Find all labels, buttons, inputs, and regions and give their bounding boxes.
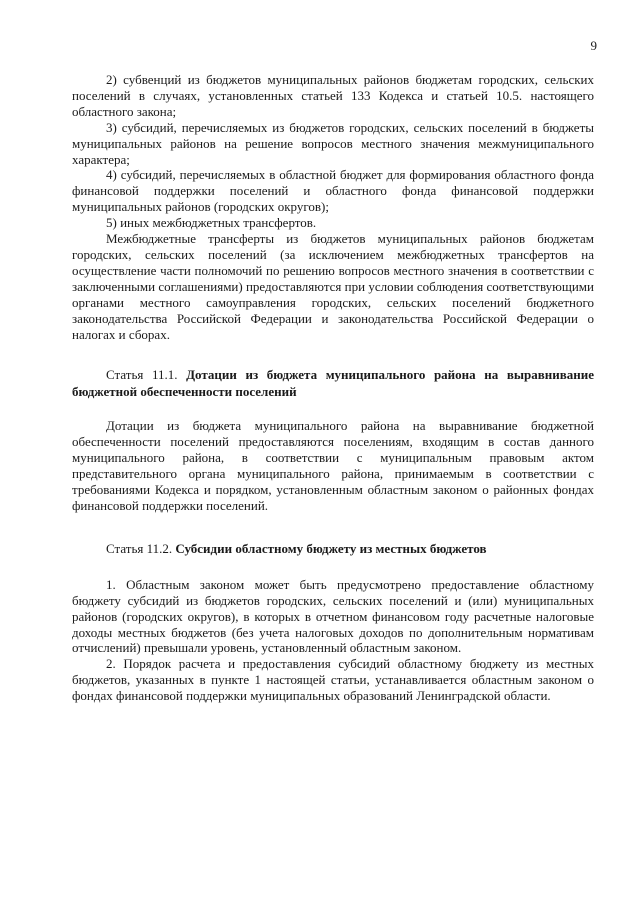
list-item-subventions: 2) субвенций из бюджетов муниципальных районов бюджетам городских, сельских поселений в случаях, установленных статьей 133 Кодекса и статьей 10.5. настоящего областного закона; [72, 72, 594, 119]
article-label: Статья 11.2. [106, 540, 173, 556]
article-label: Статья 11.1. [106, 367, 178, 383]
article-heading-11-1 [72, 366, 594, 400]
paragraph-transfers-conditions: Межбюджетные трансферты из бюджетов муниципальных районов бюджетам городских, сельских поселений (за исключением межбюджетных трансфертов на осуществление части полномочий по решению вопросов местного значения в соответствии с заключенными соглашениями) предоставляются при условии соблюдения соответствующими органами местного самоуправления городских, сельских поселений бюджетного законодательства Российской Федерации и законодательства Российской Федерации о налогах и сборах. [72, 231, 594, 342]
page-number: 9 [590, 38, 597, 53]
list-item-subsidies-municipal: 3) субсидий, перечисляемых из бюджетов городских, сельских поселений в бюджеты муниципальных районов на решение вопросов местного значения межмуниципального характера; [72, 119, 594, 167]
document-body [72, 72, 594, 704]
list-item-subsidies-regional: 4) субсидий, перечисляемых в областной бюджет для формирования областного фонда финансовой поддержки поселений и областного фонда финансовой поддержки муниципальных районов (городских округов); [72, 167, 594, 215]
article-heading-11-2 [72, 540, 594, 557]
article-11-2-item-1: 1. Областным законом может быть предусмотрено предоставление областному бюджету субсидий из бюджетов городских, сельских поселений и (или) муниципальных районов (городских округов), в которых в отчетном финансовом году расчетные налоговые доходы местных бюджетов (без учета налоговых доходов по дополнительным нормативам отчислений) превышали уровень, установленный областным законом. [72, 576, 594, 656]
article-title: Субсидии областному бюджету из местных бюджетов [175, 540, 487, 556]
article-title: Дотации из бюджета муниципального района на выравнивание бюджетной обеспеченности поселений [72, 367, 594, 400]
list-item-other-transfers: 5) иных межбюджетных трансфертов. [106, 215, 317, 231]
article-11-2-item-2: 2. Порядок расчета и предоставления субсидий областному бюджету из местных бюджетов, указанных в пункте 1 настоящей статьи, устанавливается областным законом о фондах финансовой поддержки муниципальных образований Ленинградской области. [72, 656, 594, 704]
article-11-1-body: Дотации из бюджета муниципального района на выравнивание бюджетной обеспеченности поселений предоставляются поселениям, входящим в состав данного муниципального района, в соответствии с муниципальным правовым актом представительного органа муниципального района, принимаемым в соответствии с требованиями Кодекса и порядком, установленным областным законом о районных фондах финансовой поддержки поселений. [72, 418, 594, 513]
